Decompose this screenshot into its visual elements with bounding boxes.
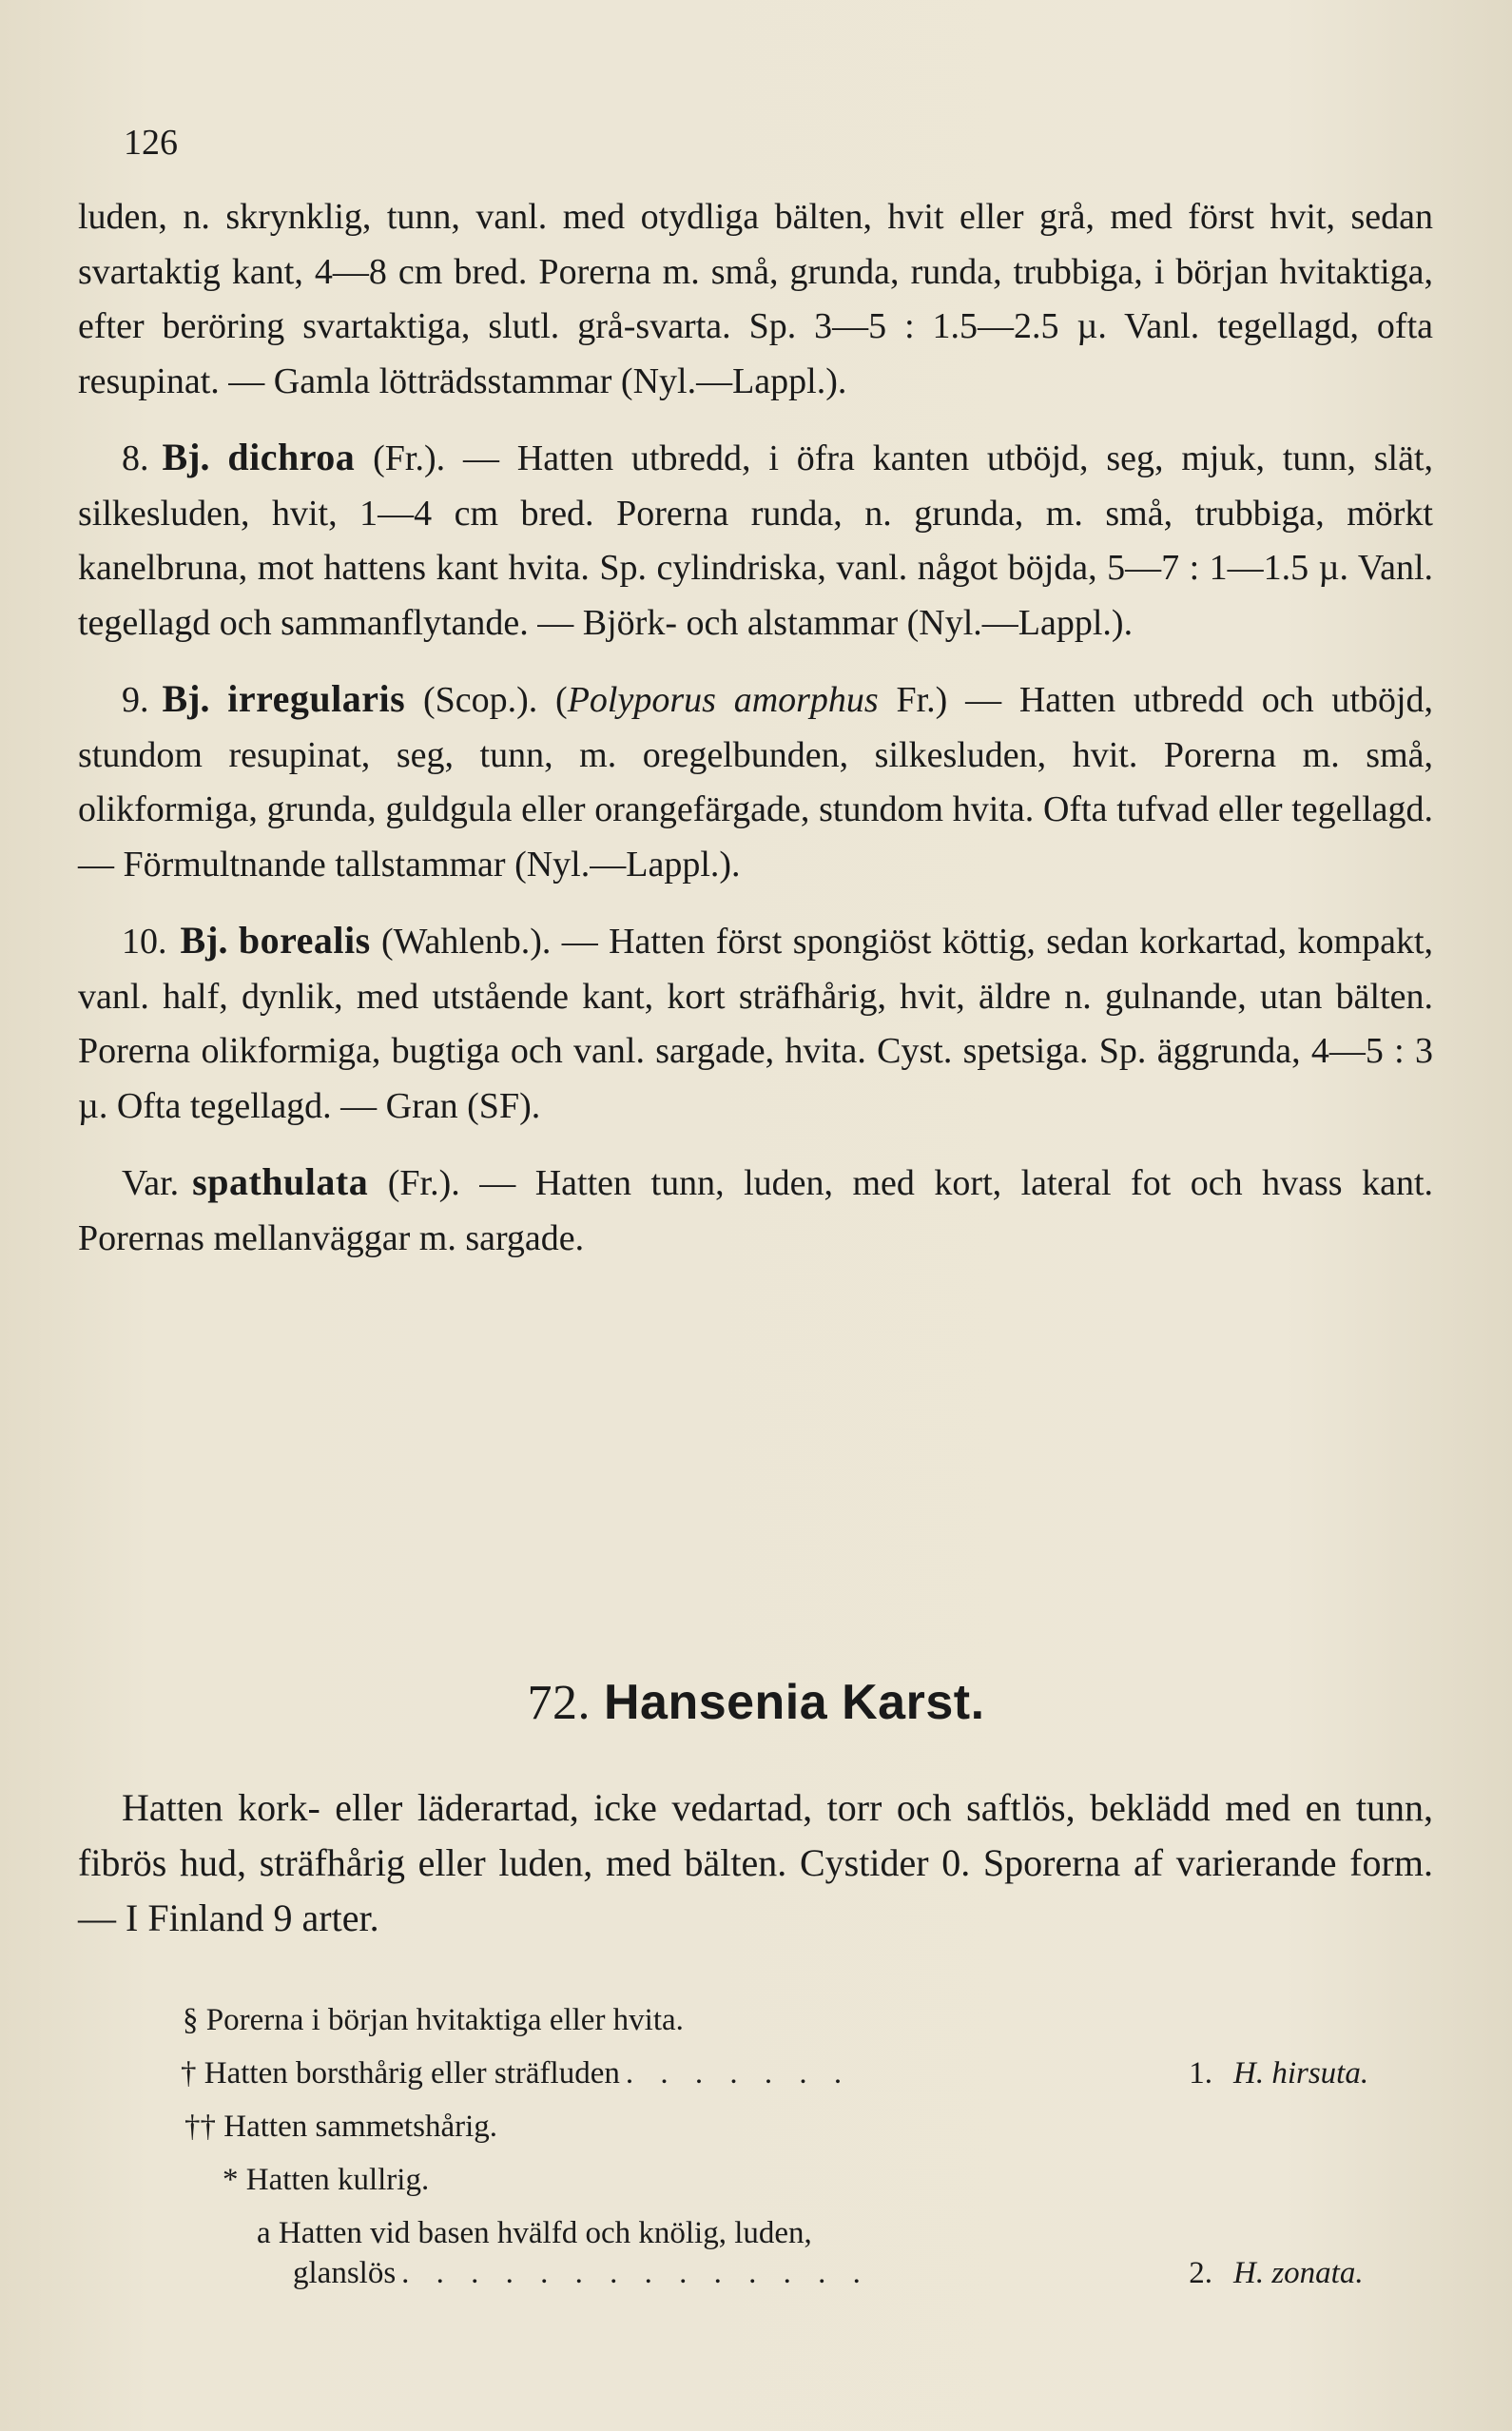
author-citation: (Scop.). ( [405, 680, 568, 720]
species-number: 10. [122, 922, 167, 962]
key-text: * Hatten kullrig. [223, 2163, 430, 2197]
variety-epithet: spathulata [192, 1160, 369, 1203]
genus-intro: Hatten kork- eller läderartad, icke vedartad, torr och saftlös, beklädd med en tunn, fibrös hud, sträfhårig eller luden, med bälten. Cystider 0. Sporerna af varierande form. — I Finland 9 arter. [78, 1786, 1433, 1939]
key-line [78, 1993, 1433, 2047]
genus-number: 72. [527, 1676, 591, 1730]
variety-spathulata [78, 1155, 1433, 1266]
key-text: glanslös [293, 2256, 397, 2290]
genus-abbrev: Bj. [162, 436, 210, 478]
leader-dots: . . . . . . . . . . . . . . [401, 2256, 870, 2290]
identification-key [78, 1993, 1433, 2300]
species-epithet: borealis [238, 919, 371, 962]
key-line [78, 2153, 1433, 2207]
genus-name: Hansenia Karst. [603, 1675, 985, 1730]
key-species-name: H. hirsuta. [1233, 2056, 1369, 2091]
key-number: 2. [1189, 2256, 1212, 2290]
key-number: 1. [1189, 2056, 1212, 2091]
species-description: (Fr.). — Hatten utbredd, i öfra kanten utböjd, seg, mjuk, tunn, slät, silkesluden, hvit, 1—4 cm bred. Porerna runda, n. grunda, m. små, trubbiga, mörkt kanelbruna, mot hattens kant hvita. Sp. cylindriska, vanl. något böjda, 5—7 : 1—1.5 µ. Vanl. tegellagd och sammanflytande. — Björk- och alstammar (Nyl.—Lappl.). [78, 438, 1434, 643]
key-text: †† Hatten sammetshårig. [184, 2110, 498, 2144]
species-8 [78, 430, 1433, 651]
synonym: Polyporus amorphus [567, 680, 879, 720]
key-text: † Hatten borsthårig eller sträfluden [181, 2056, 620, 2091]
species-description: (Wahlenb.). — Hatten först spongiöst köttig, sedan korkartad, kompakt, vanl. half, dynlik, med utstående kant, kort sträfhårig, hvit, äldre n. gulnande, utan bälten. Porerna olikformiga, bugtiga och vanl. sargade, hvita. Cyst. spetsiga. Sp. äggrunda, 4—5 : 3 µ. Ofta tegellagd. — Gran (SF). [78, 922, 1433, 1126]
species-text-block [78, 190, 1433, 1266]
leader-dots: . . . . . . . [625, 2056, 852, 2091]
genus-abbrev: Bj. [180, 919, 228, 962]
key-species-name: H. zonata. [1233, 2256, 1364, 2290]
species-9 [78, 671, 1433, 892]
variety-label: Var. [122, 1163, 180, 1203]
genus-abbrev: Bj. [162, 677, 210, 720]
key-text: § Porerna i början hvitaktiga eller hvita. [183, 2003, 684, 2037]
species-number: 8. [122, 438, 149, 478]
species-description: Fr.) — Hatten utbredd och utböjd, stundom resupinat, seg, tunn, m. oregelbunden, silkesluden, hvit. Porerna m. små, olikformiga, grunda, guldgula eller orangefärgade, stundom hvita. Ofta tufvad eller tegellagd. — Förmultnande tallstammar (Nyl.—Lappl.). [78, 680, 1433, 885]
species-epithet: dichroa [227, 436, 356, 478]
page-number: 126 [124, 123, 178, 163]
genus-heading [0, 1674, 1512, 1731]
key-line [78, 2047, 1433, 2100]
key-line [78, 2100, 1433, 2153]
paragraph-continued: luden, n. skrynklig, tunn, vanl. med otydliga bälten, hvit eller grå, med först hvit, sedan svartaktig kant, 4—8 cm bred. Porerna m. små, grunda, runda, trubbiga, i början hvitaktiga, efter beröring svartaktiga, slutl. grå-svarta. Sp. 3—5 : 1.5—2.5 µ. Vanl. tegellagd, ofta resupinat. — Gamla lötträdsstammar (Nyl.—Lappl.). [78, 197, 1433, 401]
species-number: 9. [122, 680, 149, 720]
species-10 [78, 913, 1433, 1134]
variety-description: (Fr.). — Hatten tunn, luden, med kort, lateral fot och hvass kant. Porernas mellanväggar m. sargade. [78, 1163, 1433, 1258]
key-text: a Hatten vid basen hvälfd och knölig, luden, [257, 2216, 812, 2250]
species-epithet: irregularis [227, 677, 406, 720]
